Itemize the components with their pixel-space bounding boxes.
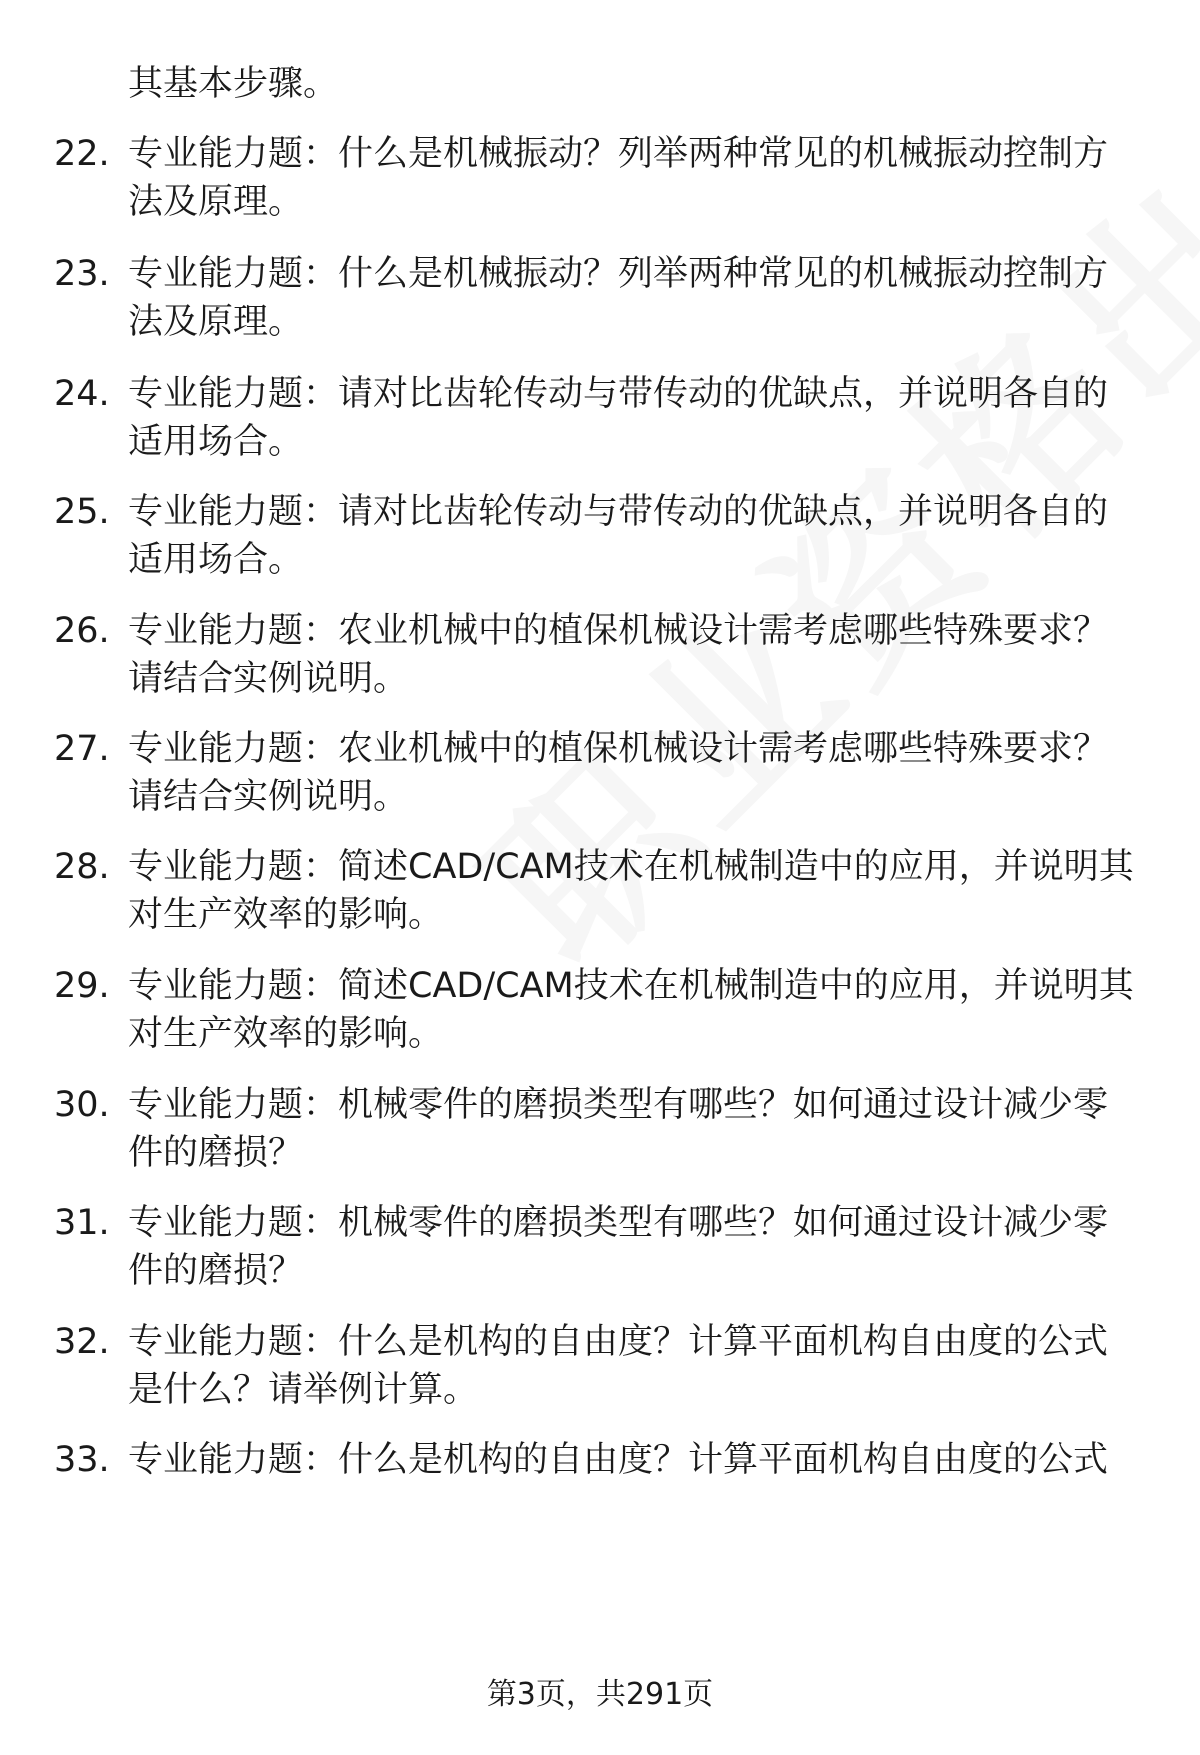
question-number: 30. <box>54 1085 110 1125</box>
question-number: 32. <box>54 1322 110 1362</box>
question-number: 28. <box>54 847 110 887</box>
question-number: 27. <box>54 729 110 769</box>
continuation-text: 其基本步骤。 <box>128 64 339 104</box>
question-text: 专业能力题：机械零件的磨损类型有哪些？如何通过设计减少零件的磨损？ <box>128 1203 1109 1291</box>
question-number: 22. <box>54 134 110 174</box>
question-text: 专业能力题：农业机械中的植保机械设计需考虑哪些特殊要求？请结合实例说明。 <box>128 611 1109 699</box>
question-text: 专业能力题：机械零件的磨损类型有哪些？如何通过设计减少零件的磨损？ <box>128 1085 1109 1173</box>
question-number: 23. <box>54 254 110 294</box>
question-text: 专业能力题：请对比齿轮传动与带传动的优缺点，并说明各自的适用场合。 <box>128 374 1109 462</box>
question-text: 专业能力题：什么是机构的自由度？计算平面机构自由度的公式 <box>128 1440 1109 1480</box>
question-number: 24. <box>54 374 110 414</box>
question-number: 25. <box>54 492 110 532</box>
question-text: 专业能力题：简述CAD/CAM技术在机械制造中的应用，并说明其对生产效率的影响。 <box>128 966 1134 1054</box>
question-number: 31. <box>54 1203 110 1243</box>
question-text: 专业能力题：什么是机械振动？列举两种常见的机械振动控制方法及原理。 <box>128 134 1109 222</box>
question-number: 29. <box>54 966 110 1006</box>
page-footer: 第3页，共291页 <box>486 1677 714 1712</box>
question-text: 专业能力题：什么是机械振动？列举两种常见的机械振动控制方法及原理。 <box>128 254 1109 342</box>
question-text: 专业能力题：简述CAD/CAM技术在机械制造中的应用，并说明其对生产效率的影响。 <box>128 847 1134 935</box>
question-text: 专业能力题：请对比齿轮传动与带传动的优缺点，并说明各自的适用场合。 <box>128 492 1109 580</box>
question-number: 33. <box>54 1440 110 1480</box>
question-number: 26. <box>54 611 110 651</box>
question-text: 专业能力题：农业机械中的植保机械设计需考虑哪些特殊要求？请结合实例说明。 <box>128 729 1109 817</box>
question-text: 专业能力题：什么是机构的自由度？计算平面机构自由度的公式是什么？请举例计算。 <box>128 1322 1109 1410</box>
